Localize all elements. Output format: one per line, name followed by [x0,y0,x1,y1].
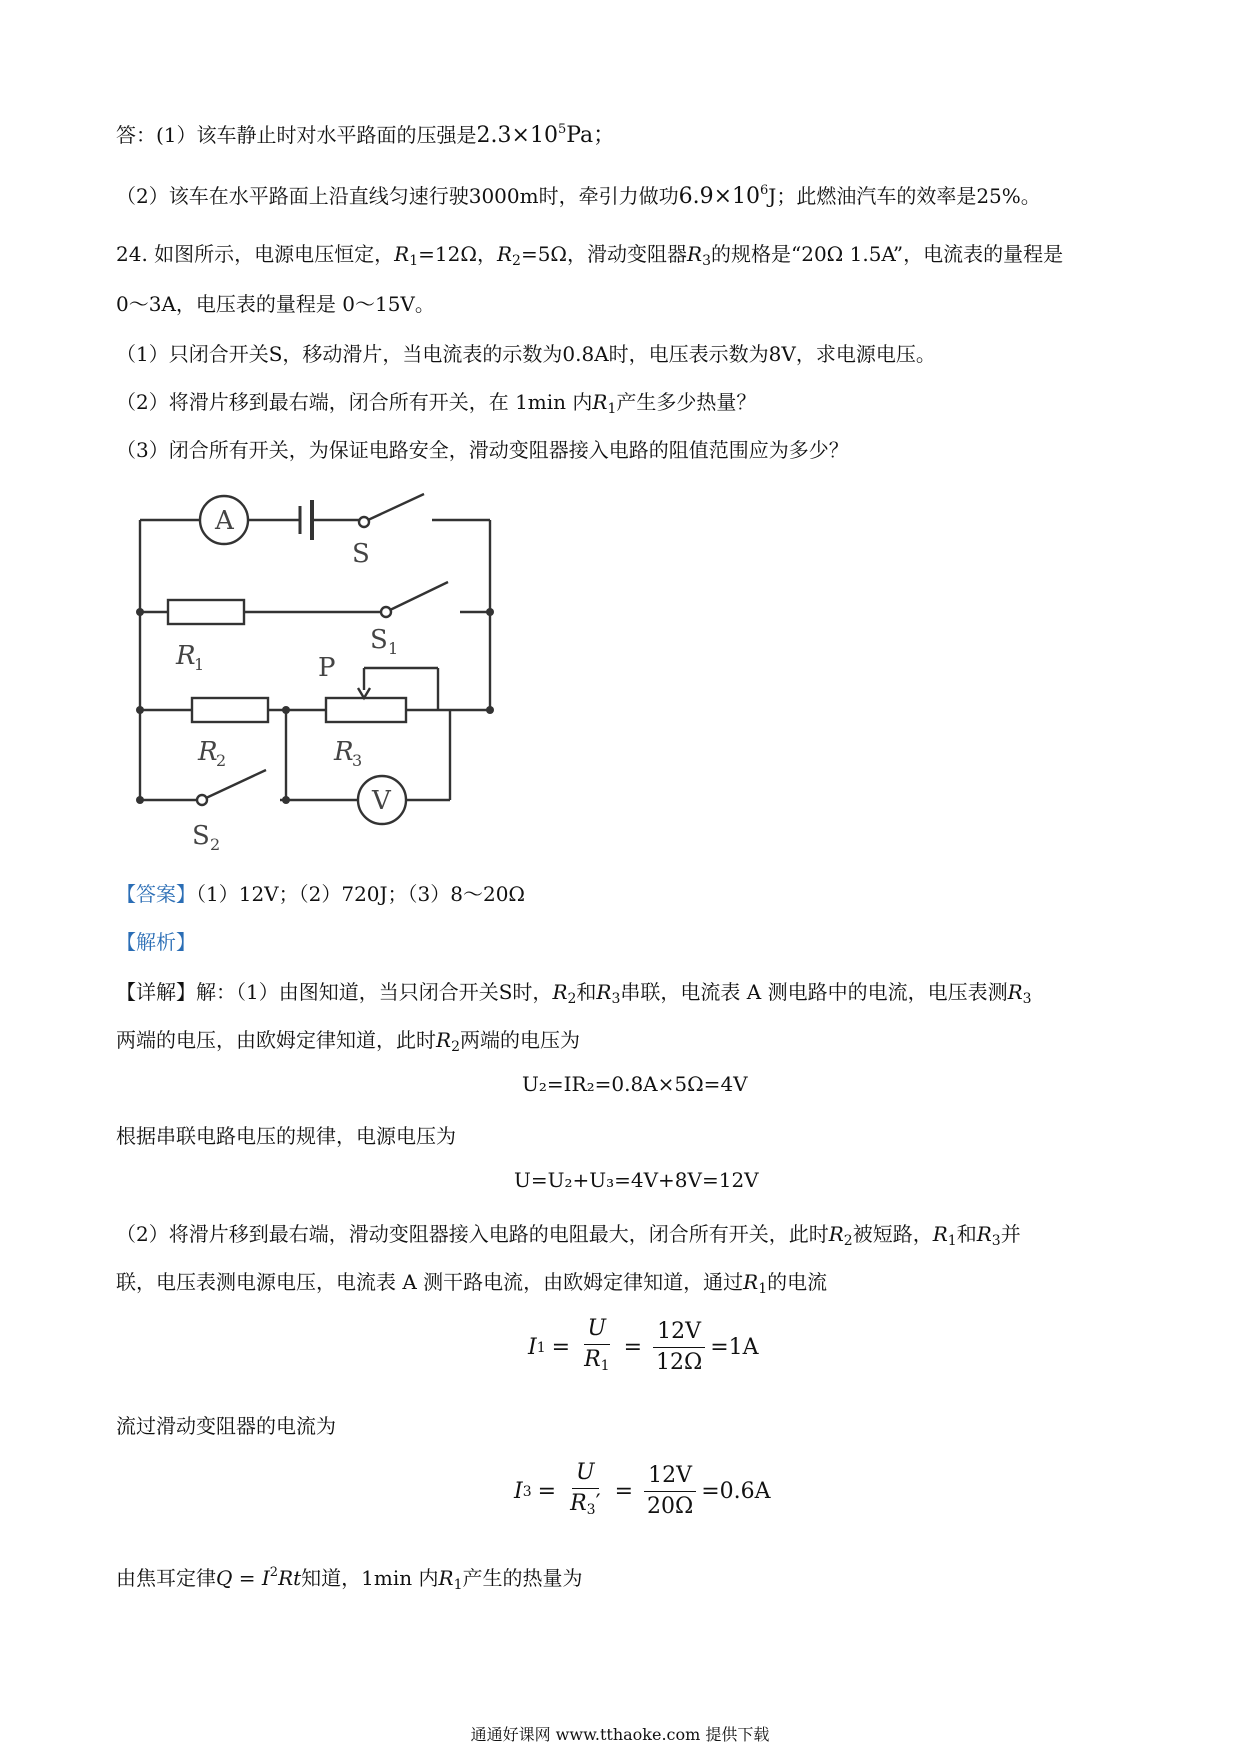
r2-label: R [198,737,218,767]
slider-label: P [318,653,336,683]
r3-label: R [334,737,354,767]
r2-sub: 2 [216,751,227,770]
detail-line-1: 【详解】解：（1）由图知道，当只闭合开关S时，$R_2$和$R_3$串联，电流表 A 测电路中的电流，电压表测$R_3$ [116,980,1032,1007]
r3-resistor [326,698,406,722]
switch-s2-label: S [192,821,210,850]
detail-line-4: （2）将滑片移到最右端，滑动变阻器接入电路的电阻最大，闭合所有开关，此时$R_2$被短路，$R_1$和$R_3$并 [116,1222,1021,1249]
fraction-values-1: $\frac{12V}{12\Omega}$ [652,1319,706,1376]
r2-resistor [192,698,268,722]
switch-s1-label: S [370,625,388,655]
switch-s-label: S [352,539,370,569]
equation-4: I 3 = $\frac{U}{R_3'}$ = $\frac{12V}{20\Omega}$ =0.6A [514,1460,771,1523]
fraction-u-r3: $\frac{U}{R_3'}$ [570,1460,601,1518]
prev-answer-line-1: 答：(1）该车静止时对水平路面的压强是$2.3\times 10^5Pa$； [116,122,616,148]
circuit-diagram [120,470,520,850]
analysis-tag: 【解析】 [116,930,196,954]
question-part-1: （1）只闭合开关S，移动滑片，当电流表的示数为0.8A时，电压表示数为8V，求电源电压。 [116,342,936,366]
page-footer: 通通好课网 www.tthaoke.com 提供下载 [470,1725,770,1744]
r1-resistor [168,600,244,624]
detail-line-7: 由焦耳定律$Q = I^2Rt$知道，1min 内$R_1$产生的热量为 [116,1565,583,1593]
r1-sub: 1 [194,655,205,674]
equation-1: U₂=IR₂=0.8A×5Ω=4V [522,1072,748,1096]
prev-answer-line-2: （2）该车在水平路面上沿直线匀速行驶3000m时，牵引力做功$6.9\times 10^6J$；此燃油汽车的效率是25%。 [116,183,1041,209]
question-line-2: 0～3A，电压表的量程是 0～15V。 [116,292,435,316]
r3-sub: 3 [352,751,363,770]
equation-3: I 1 = $\frac{U}{R_1}$ = $\frac{12V}{12\Omega}$ =1A [528,1316,759,1379]
question-part-3: （3）闭合所有开关，为保证电路安全，滑动变阻器接入电路的阻值范围应为多少？ [116,438,849,462]
fraction-values-2: $\frac{12V}{20\Omega}$ [643,1463,697,1520]
detail-line-6: 流过滑动变阻器的电流为 [116,1414,336,1438]
question-line-1: 24. 如图所示，电源电压恒定，$R_1=12\Omega$，$R_2=5\Omega$，滑动变阻器$R_3$的规格是“20Ω 1.5A”，电流表的量程是 [116,242,1064,269]
detail-line-3: 根据串联电路电压的规律，电源电压为 [116,1124,456,1148]
voltmeter-label: V [372,786,391,816]
switch-s2-sub: 2 [210,835,221,850]
equation-2: U=U₂+U₃=4V+8V=12V [514,1168,759,1192]
fraction-u-r1: $\frac{U}{R_1}$ [584,1316,610,1374]
detail-line-5: 联，电压表测电源电压，电流表 A 测干路电流，由欧姆定律知道，通过$R_1$的电流 [116,1270,828,1297]
question-part-2: （2）将滑片移到最右端，闭合所有开关，在 1min 内$R_1$产生多少热量？ [116,390,757,417]
switch-s1-sub: 1 [388,639,399,658]
r1-label: R [176,641,196,671]
answer-line: 【答案】（1）12V；（2）720J；（3）8～20Ω [116,882,526,906]
ammeter-label: A [215,506,234,536]
detail-line-2: 两端的电压，由欧姆定律知道，此时$R_2$两端的电压为 [116,1028,580,1055]
